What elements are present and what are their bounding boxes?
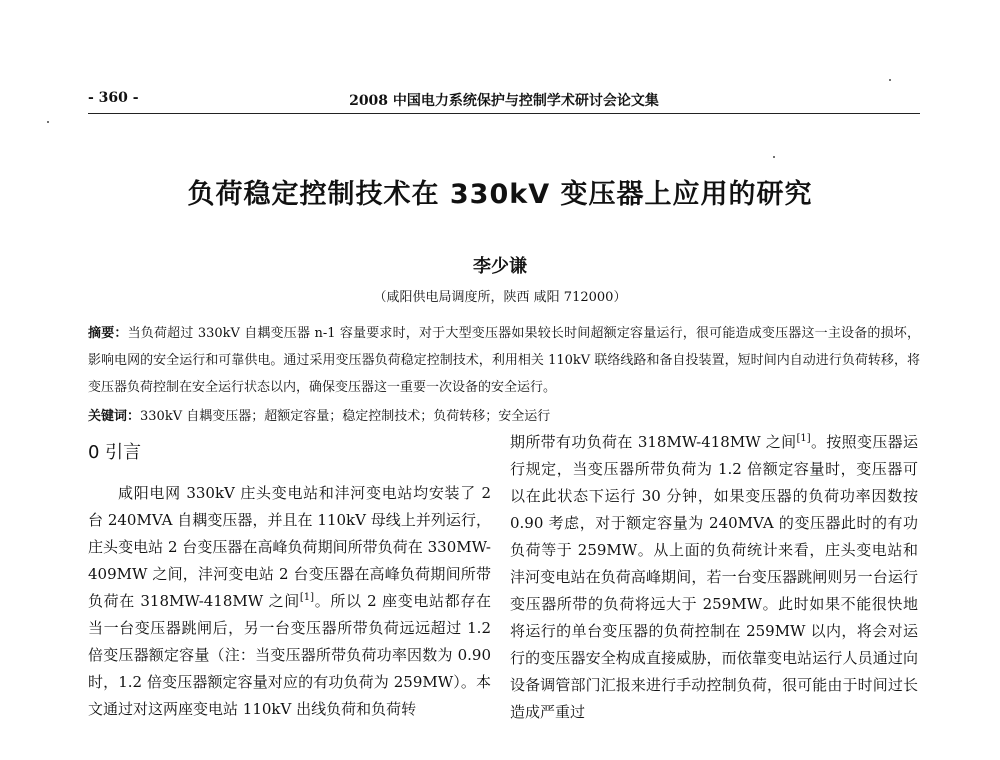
scan-speck bbox=[47, 121, 49, 123]
author-name: 李少谦 bbox=[473, 256, 527, 277]
right-citation: [1] bbox=[796, 433, 811, 444]
scan-speck bbox=[889, 79, 891, 81]
right-text-part-b: 。按照变压器运行规定，当变压器所带负荷为 1.2 倍额定容量时，变压器可以在此状态下运行 30 分钟，如果变压器的负荷功率因数按 0.90 考虑，对于额定容量为 240MVA 的变压器此时的有功负荷等于 259MW。从上面的负荷统计来看，庄头变电站和沣河变电站在负荷高峰期间，若一台变压器跳闸则另一台运行变压器所带的负荷将远大于 259MW。此时如果不能很快地将运行的单台变压器的负荷控制在 259MW 以内，将会对运行的变压器安全构成直接威胁，而依靠变电站运行人员通过向设备调管部门汇报来进行手动控制负荷，很可能由于时间过长造成严重过 bbox=[510, 433, 918, 721]
paper-title: 负荷稳定控制技术在 330kV 变压器上应用的研究 bbox=[187, 179, 813, 210]
left-text-part-a: 咸阳电网 330kV 庄头变电站和沣河变电站均安装了 2 台 240MVA 自耦变压器，并且在 110kV 母线上并列运行，庄头变电站 2 台变压器在高峰负荷期间所带负荷在 330MW-409MW 之间，沣河变电站 2 台变压器在高峰负荷期间所带负荷在 318MW-418MW 之间 bbox=[88, 484, 491, 610]
left-column-paragraph bbox=[88, 480, 491, 723]
proceedings-title: 2008 中国电力系统保护与控制学术研讨会论文集 bbox=[349, 93, 659, 109]
left-column bbox=[88, 440, 491, 723]
left-text-part-b: 。所以 2 座变电站都存在当一台变压器跳闸后，另一台变压器所带负荷远远超过 1.2 倍变压器额定容量（注：当变压器所带负荷功率因数为 0.90 时，1.2 倍变压器额定容量对应的有功负荷为 259MW）。本文通过对这两座变电站 110kV 出线负荷和负荷转 bbox=[88, 592, 491, 718]
left-citation: [1] bbox=[299, 592, 315, 603]
right-column-paragraph bbox=[510, 429, 918, 726]
running-header bbox=[88, 90, 920, 112]
right-column bbox=[510, 429, 918, 726]
section-heading-introduction: 0 引言 bbox=[88, 442, 142, 463]
header-rule bbox=[88, 113, 920, 114]
keywords-label: 关键词： bbox=[88, 409, 141, 424]
abstract-label: 摘要： bbox=[88, 326, 128, 341]
abstract bbox=[88, 320, 920, 401]
author-affiliation: （咸阳供电局调度所，陕西 咸阳 712000） bbox=[373, 290, 627, 305]
scan-speck bbox=[773, 156, 775, 158]
page-number: - 360 - bbox=[88, 90, 139, 106]
keywords bbox=[88, 403, 920, 430]
abstract-text: 当负荷超过 330kV 自耦变压器 n-1 容量要求时，对于大型变压器如果较长时间超额定容量运行，很可能造成变压器这一主设备的损坏，影响电网的安全运行和可靠供电。通过采用变压器负荷稳定控制技术，利用相关 110kV 联络线路和备自投装置，短时间内自动进行负荷转移，将变压器负荷控制在安全运行状态以内，确保变压器这一重要一次设备的安全运行。 bbox=[88, 326, 920, 395]
keywords-text: 330kV 自耦变压器；超额定容量；稳定控制技术；负荷转移；安全运行 bbox=[140, 409, 551, 424]
right-text-part-a: 期所带有功负荷在 318MW-418MW 之间 bbox=[510, 433, 797, 451]
